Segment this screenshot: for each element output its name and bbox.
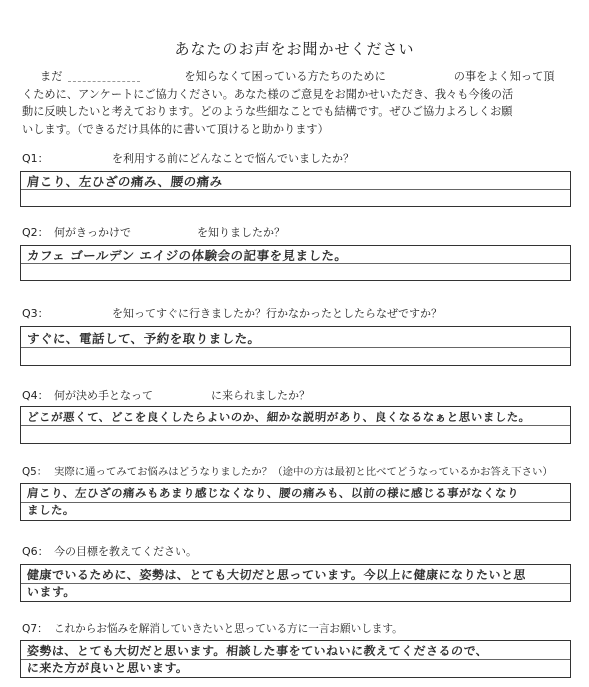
- question-number: Q6：: [22, 545, 49, 558]
- intro-line-4: いします。（できるだけ具体的に書いて頂けると助かります）: [22, 122, 329, 136]
- answer-box-3[interactable]: [20, 326, 571, 366]
- question-text: 今の目標を教えてください。: [54, 545, 197, 558]
- intro-paragraph: [22, 68, 567, 138]
- answer-box-7[interactable]: [20, 640, 571, 678]
- question-text: を利用する前にどんなことで悩んでいましたか？: [112, 152, 354, 165]
- intro-text: まだ: [40, 70, 63, 83]
- intro-text: を知らなくて困っている方たちのために: [184, 70, 386, 83]
- answer-box-6[interactable]: [20, 564, 571, 602]
- question-text: これからお悩みを解消していきたいと思っている方に一言お願いします。: [54, 623, 403, 635]
- intro-line-1: [22, 68, 567, 86]
- answer-box-2[interactable]: [20, 245, 571, 281]
- question-number: Q2：: [22, 226, 49, 239]
- page-title: あなたのお声をお聞かせください: [174, 40, 415, 58]
- answer-box-1[interactable]: [20, 171, 571, 207]
- answer-line: カフェ ゴールデン エイジの体験会の記事を見ました。: [26, 248, 349, 263]
- question-number: Q1：: [22, 152, 49, 165]
- answer-rule: [21, 502, 570, 503]
- answer-line: 肩こり、左ひざの痛み、腰の痛み: [26, 174, 224, 189]
- question-text: を知ってすぐに行きましたか？行かなかったとしたらなぜですか？: [112, 307, 442, 320]
- question-7: [22, 621, 403, 636]
- question-1: [22, 150, 354, 166]
- question-text: 何が決め手となって: [54, 389, 153, 402]
- answer-line: ました。: [26, 503, 76, 517]
- answer-rule: [21, 347, 570, 348]
- answer-line: すぐに、電話して、予約を取りました。: [26, 331, 262, 346]
- answer-line: 姿勢は、とても大切だと思います。相談した事をていねいに教えてくださるので、: [26, 644, 489, 658]
- intro-text: の事をよく知って頂: [453, 70, 555, 83]
- answer-line: 肩こり、左ひざの痛みもあまり感じなくなり、腰の痛みも、以前の様に感じる事がなくなり: [26, 486, 520, 500]
- question-number: Q4：: [22, 389, 49, 402]
- question-4: [22, 387, 310, 403]
- answer-box-5[interactable]: [20, 483, 571, 521]
- question-6: [22, 543, 197, 559]
- question-text: を知りましたか？: [197, 226, 285, 239]
- answer-box-4[interactable]: [20, 406, 571, 444]
- question-5: [22, 463, 553, 478]
- answer-line: どこが悪くて、どこを良くしたらよいのか、細かな説明があり、良くなるなぁと思いました。: [26, 410, 532, 424]
- question-number: Q3：: [22, 307, 49, 320]
- question-3: [22, 305, 442, 321]
- intro-line-3: 動に反映したいと考えております。どのような些細なことでも結構です。ぜひご協力よろしくお願: [22, 105, 513, 118]
- question-number: Q5：: [22, 466, 48, 478]
- question-2: [22, 224, 285, 240]
- blank-field: [68, 72, 140, 82]
- answer-line: 健康でいるために、姿勢は、とても大切だと思っています。今以上に健康になりたいと思: [26, 568, 527, 582]
- question-text: 何がきっかけで: [54, 226, 131, 239]
- answer-line: に来た方が良いと思います。: [26, 661, 190, 675]
- question-text: 実際に通ってみてお悩みはどうなりましたか？（途中の方は最初と比べてどうなっているかお答え下さい）: [54, 466, 553, 478]
- question-text: に来られましたか？: [211, 389, 310, 402]
- answer-rule: [21, 425, 570, 426]
- answer-rule: [21, 583, 570, 584]
- intro-line-2: くために、アンケートにご協力ください。あなた様のご意見をお聞かせいただき、我々も今後の活: [22, 87, 514, 101]
- question-number: Q7：: [22, 623, 48, 635]
- answer-line: います。: [26, 585, 77, 599]
